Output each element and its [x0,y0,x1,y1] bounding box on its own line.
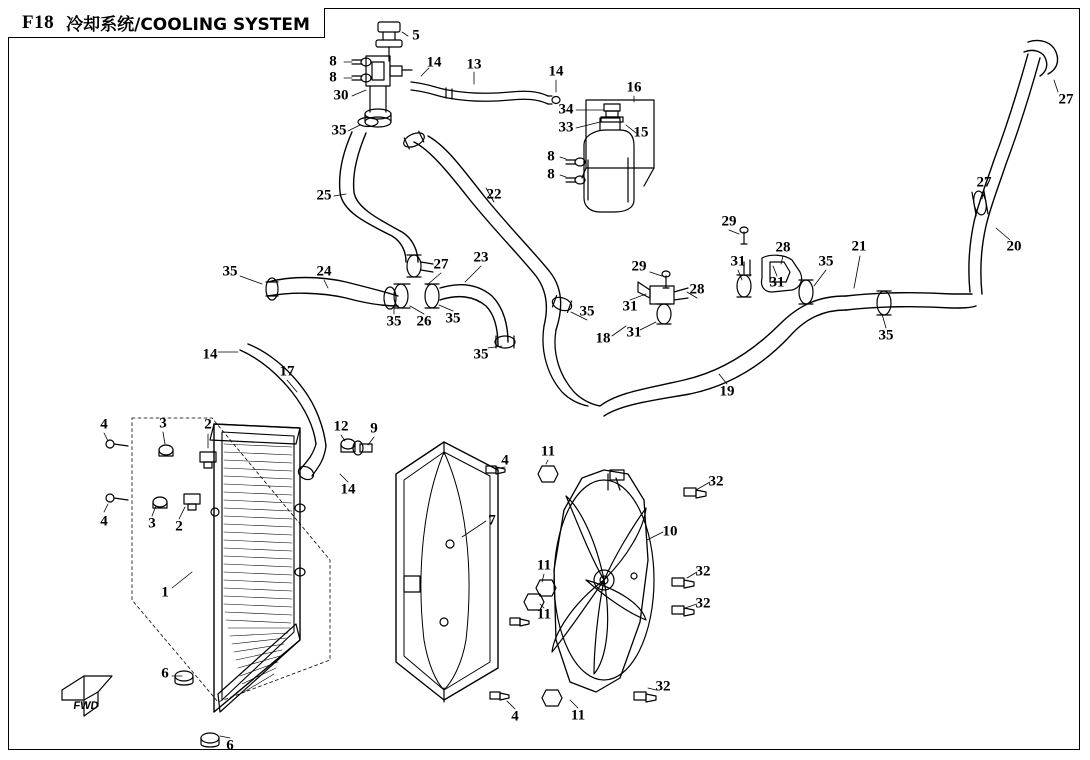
callout-number: 11 [570,707,586,724]
callout-number: 30 [333,87,349,104]
section-title: 冷却系统/COOLING SYSTEM [66,15,310,35]
callout-number: 14 [426,54,442,71]
grommet-6 [175,671,219,747]
callout-number: 22 [486,186,502,203]
callout-number: 4 [100,416,108,433]
callout-number: 27 [976,174,992,191]
callout-number: 7 [488,512,496,529]
callout-number: 34 [558,101,574,118]
callout-number: 29 [631,258,647,275]
callout-number: 33 [558,119,574,136]
callout-number: 8 [329,53,337,70]
callout-number: 8 [547,148,555,165]
callout-number: 35 [818,253,834,270]
fan-shroud [396,442,498,702]
fan-assembly [552,470,654,692]
callout-number: 4 [100,513,108,530]
cap-and-sensor [341,439,372,455]
callout-number: 5 [412,27,420,44]
callout-number: 24 [316,263,332,280]
callout-number: 18 [595,330,611,347]
callout-number: 28 [689,281,705,298]
callout-number: 4 [501,452,509,469]
callout-number: 3 [159,415,167,432]
callout-number: 32 [695,563,711,580]
callout-number: 35 [386,313,402,330]
section-code: F18 [22,11,55,33]
callout-number: 35 [331,122,347,139]
callout-number: 8 [329,69,337,86]
callout-number: 27 [1058,91,1074,108]
callout-number: 26 [416,313,432,330]
coolant-reservoir-group [566,100,654,212]
callout-number: 31 [769,274,785,291]
callout-number: 17 [279,363,295,380]
callout-number: 23 [473,249,489,266]
callout-number: 9 [370,420,378,437]
callout-number: 35 [579,303,595,320]
callout-number: 35 [473,346,489,363]
callout-number: 32 [695,595,711,612]
callout-number: 2 [175,518,183,535]
callout-number: 4 [511,708,519,725]
callout-number: 6 [226,737,234,754]
callout-number: 31 [730,253,746,270]
callout-number: 15 [633,124,649,141]
callout-number: 3 [148,515,156,532]
callout-number: 35 [222,263,238,280]
callout-number: 31 [626,324,642,341]
callout-number: 13 [466,56,482,73]
callout-number: 16 [626,79,642,96]
callout-number: 19 [719,383,735,400]
callout-number: 25 [316,187,332,204]
fwd-label: FWD [72,700,100,712]
callout-number: 12 [333,418,349,435]
callout-number: 14 [548,63,564,80]
callout-number: 28 [775,239,791,256]
callout-number: 1 [161,584,169,601]
callout-number: 35 [445,310,461,327]
callout-number: 31 [622,298,638,315]
callout-number: 29 [721,213,737,230]
callout-number: 32 [708,473,724,490]
callout-number: 21 [851,238,867,255]
callout-number: 8 [547,166,555,183]
callout-number: 6 [161,665,169,682]
callout-number: 2 [204,416,212,433]
callout-number: 11 [540,443,556,460]
callout-number: 11 [536,557,552,574]
mounting-hardware-left [106,440,216,510]
callout-number: 11 [536,606,552,623]
callout-number: 20 [1006,238,1022,255]
title-block [8,8,325,38]
callout-number: 27 [433,256,449,273]
callout-number: 14 [340,481,356,498]
callout-number: 32 [655,678,671,695]
callout-number: 35 [878,327,894,344]
thermostat-housing-group [352,22,412,127]
callout-number: 10 [662,523,678,540]
callout-number: 14 [202,346,218,363]
